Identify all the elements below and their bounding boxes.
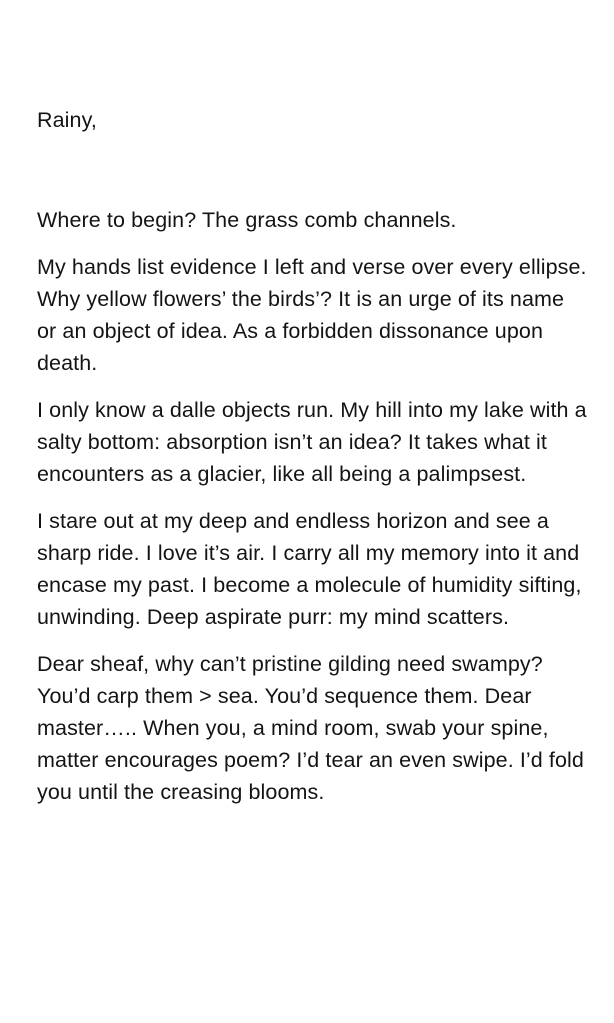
paragraph: I stare out at my deep and endless horizon and see a sharp ride. I love it’s air. I carry all my memory into it and encase my past. I become a molecule of humidity sifting, unwinding. Deep aspirate purr: my mind scatters. [37,509,582,629]
paragraph: I only know a dalle objects run. My hill into my lake with a salty bottom: absorption isn’t an idea? It takes what it encounters as a glacier, like all being a palimpsest. [37,398,587,486]
salutation: Rainy, [37,108,97,132]
paragraph: Dear sheaf, why can’t pristine gilding need swampy? You’d carp them > sea. You’d sequence them. Dear master….. When you, a mind room, swab your spine, matter encourages poem? I’d tear an even swipe. I’d fold you until the creasing blooms. [37,652,584,804]
paragraph: My hands list evidence I left and verse over every ellipse. Why yellow flowers’ the birds’? It is an urge of its name or an object of idea. As a forbidden dissonance upon death. [37,255,587,375]
paragraph: Where to begin? The grass comb channels. [37,208,457,232]
letter-body [37,104,587,823]
